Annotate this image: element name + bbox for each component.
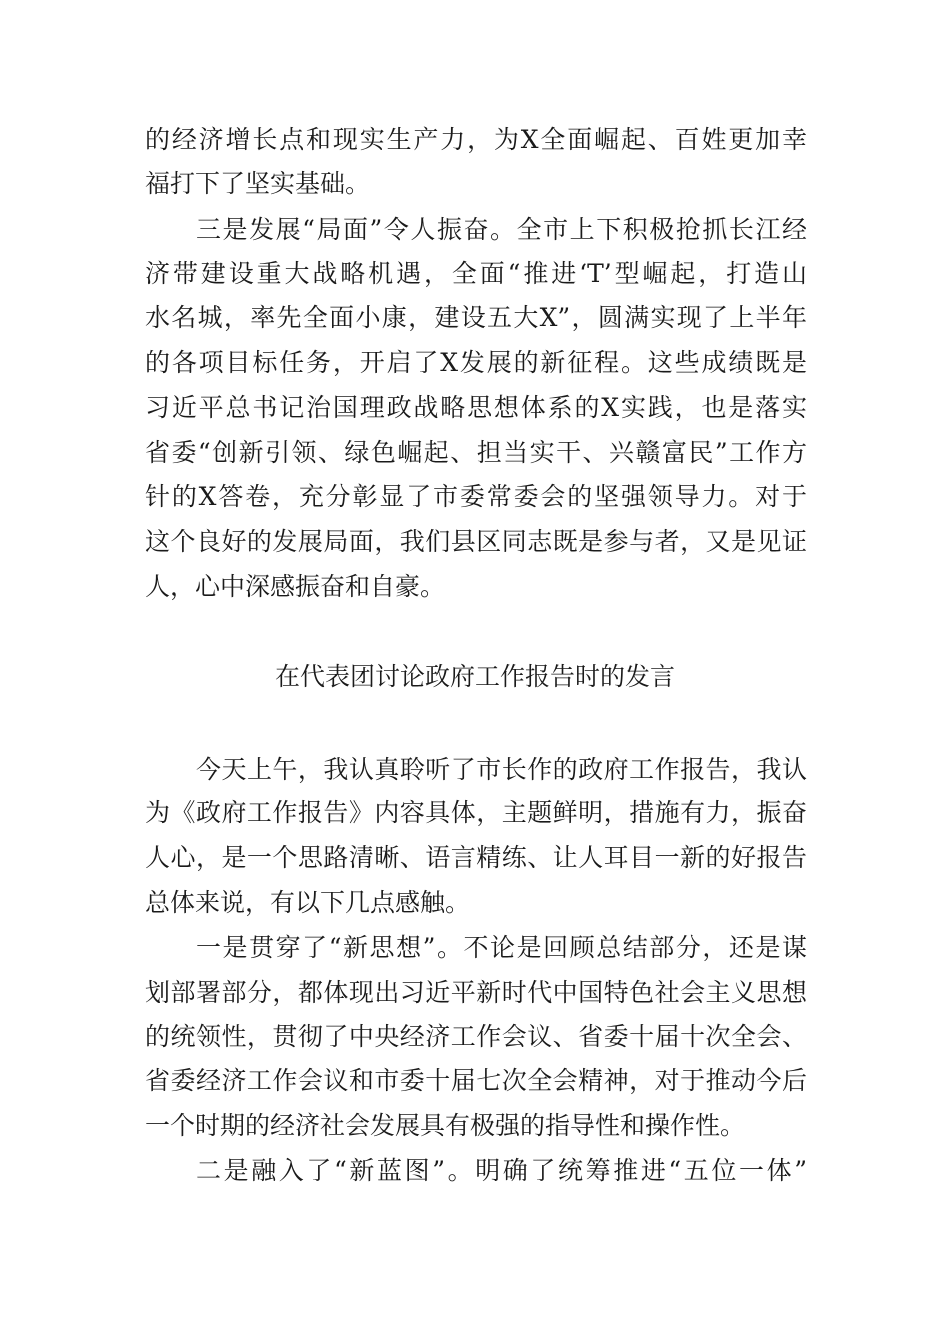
paragraph-line: 今天上午，我认真聆听了市长作的政府工作报告，我认: [196, 755, 807, 784]
paragraph-line: 二是融入了“新蓝图”。明确了统筹推进“五位一体”: [196, 1156, 807, 1185]
paragraph-line: 省委经济工作会议和市委十届七次全会精神，对于推动今后: [145, 1066, 807, 1095]
paragraph-line: 一是贯穿了“新思想”。不论是回顾总结部分，还是谋: [196, 933, 807, 962]
paragraph-line: 的统领性，贯彻了中央经济工作会议、省委十届十次全会、: [145, 1022, 807, 1051]
paragraph-line: 人心，是一个思路清晰、语言精练、让人耳目一新的好报告: [145, 843, 807, 872]
paragraph-line: 一个时期的经济社会发展具有极强的指导性和操作性。: [145, 1111, 746, 1140]
paragraph-line: 为《政府工作报告》内容具体，主题鲜明，措施有力，振奋: [145, 798, 807, 827]
paragraph-line: 省委“创新引领、绿色崛起、担当实干、兴赣富民”工作方: [145, 438, 807, 467]
paragraph-line: 济带建设重大战略机遇，全面“推进‘T’型崛起，打造山: [145, 259, 807, 288]
paragraph-line: 的经济增长点和现实生产力，为X全面崛起、百姓更加幸: [145, 125, 807, 154]
paragraph-line: 的各项目标任务，开启了X发展的新征程。这些成绩既是: [145, 348, 807, 377]
paragraph-line: 人，心中深感振奋和自豪。: [145, 572, 446, 601]
paragraph-line: 总体来说，有以下几点感触。: [145, 888, 471, 917]
paragraph-line: 这个良好的发展局面，我们县区同志既是参与者，又是见证: [145, 527, 807, 556]
paragraph-line: 福打下了坚实基础。: [145, 169, 371, 198]
paragraph-line: 针的X答卷，充分彰显了市委常委会的坚强领导力。对于: [145, 482, 807, 511]
paragraph-line: 三是发展“局面”令人振奋。全市上下积极抢抓长江经: [196, 215, 807, 244]
section-heading: 在代表团讨论政府工作报告时的发言: [274, 662, 675, 691]
paragraph-line: 习近平总书记治国理政战略思想体系的X实践，也是落实: [145, 393, 807, 422]
paragraph-line: 划部署部分，都体现出习近平新时代中国特色社会主义思想: [145, 978, 807, 1007]
paragraph-line: 水名城，率先全面小康，建设五大X”，圆满实现了上半年: [145, 303, 807, 332]
